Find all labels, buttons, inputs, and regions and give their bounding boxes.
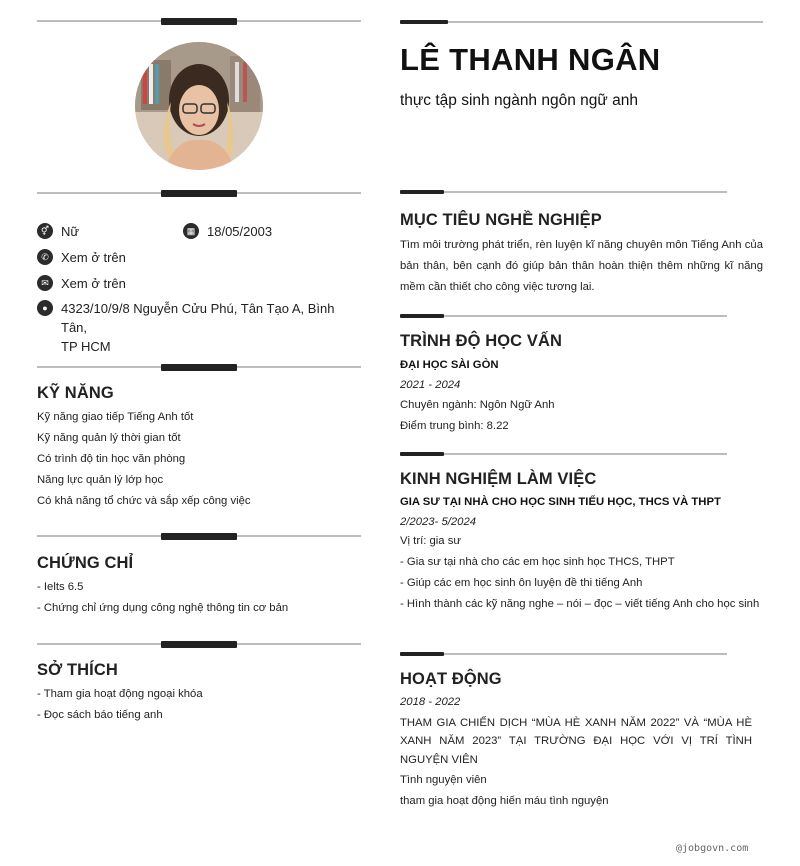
certificates-list <box>37 577 288 619</box>
gender-value: Nữ <box>61 224 80 239</box>
job-period: 2/2023- 5/2024 <box>400 515 477 528</box>
education-gpa: Điểm trung bình: 8.22 <box>400 419 509 432</box>
phone-value: Xem ở trên <box>61 250 126 265</box>
divider <box>37 364 361 371</box>
job-position: Vị trí: gia sư <box>400 535 461 547</box>
divider <box>400 314 727 321</box>
list-item: - Đọc sách báo tiếng anh <box>37 709 163 721</box>
activities-text: THAM GIA CHIẾN DỊCH “MÙA HÈ XANH NĂM 2022” VÀ “MÙA HÈ XANH NĂM 2023” TẠI TRƯỜNG ĐẠI HỌC VỚI VỊ TRÍ TÌNH NGUYỆN VIÊN <box>400 716 752 766</box>
divider <box>37 641 361 648</box>
gender-row <box>37 222 79 241</box>
divider <box>400 190 727 197</box>
education-title: TRÌNH ĐỘ HỌC VẤN <box>400 332 563 350</box>
certificates-title: CHỨNG CHỈ <box>37 554 134 572</box>
list-item: - Gia sư tại nhà cho các em học sinh học THCS, THPT <box>400 555 675 568</box>
hobbies-title: SỞ THÍCH <box>37 661 118 679</box>
list-item: Kỹ năng giao tiếp Tiếng Anh tốt <box>37 411 194 423</box>
activities-role: Tình nguyện viên <box>400 774 487 786</box>
objective-title: MỤC TIÊU NGHỀ NGHIỆP <box>400 211 602 229</box>
job-title: GIA SƯ TẠI NHÀ CHO HỌC SINH TIỂU HỌC, THCS VÀ THPT <box>400 496 721 508</box>
activities-desc: tham gia hoạt động hiến máu tình nguyện <box>400 794 609 807</box>
list-item: - Chứng chỉ ứng dụng công nghệ thông tin cơ bản <box>37 602 289 614</box>
divider <box>37 18 361 25</box>
education-major: Chuyên ngành: Ngôn Ngữ Anh <box>400 399 555 411</box>
skills-title: KỸ NĂNG <box>37 384 114 402</box>
skills-list <box>37 407 251 512</box>
watermark: @jobgovn.com <box>676 843 749 854</box>
school-name: ĐẠI HỌC SÀI GÒN <box>400 359 499 371</box>
education-block <box>400 356 763 436</box>
dob-row <box>183 222 272 241</box>
experience-block <box>400 493 763 615</box>
list-item: - Tham gia hoạt động ngoại khóa <box>37 688 203 700</box>
list-item: - Hình thành các kỹ năng nghe – nói – đọc – viết tiếng Anh cho học sinh <box>400 597 760 610</box>
divider <box>400 20 763 27</box>
list-item: Có khả năng tổ chức và sắp xếp công việc <box>37 495 251 507</box>
dob-value: 18/05/2003 <box>207 224 273 239</box>
divider <box>400 452 727 459</box>
candidate-role: thực tập sinh ngành ngôn ngữ anh <box>400 92 638 109</box>
avatar <box>135 42 263 170</box>
address-row <box>37 299 361 356</box>
list-item: - Ielts 6.5 <box>37 581 84 593</box>
list-item: Có trình độ tin học văn phòng <box>37 453 186 465</box>
divider <box>37 190 361 197</box>
gender-icon: ⚥ <box>37 223 53 239</box>
activities-block <box>400 693 752 810</box>
phone-icon: ✆ <box>37 249 53 265</box>
phone-row <box>37 248 126 267</box>
list-item: - Giúp các em học sinh ôn luyện đề thi tiếng Anh <box>400 576 643 589</box>
email-value: Xem ở trên <box>61 276 126 291</box>
list-item: Năng lực quản lý lớp học <box>37 474 164 486</box>
email-icon: ✉ <box>37 275 53 291</box>
hobbies-list <box>37 684 203 726</box>
education-period: 2021 - 2024 <box>400 378 461 391</box>
candidate-name: LÊ THANH NGÂN <box>400 42 661 77</box>
divider <box>400 652 727 659</box>
email-row <box>37 274 126 293</box>
activities-title: HOẠT ĐỘNG <box>400 670 502 688</box>
calendar-icon: ▦ <box>183 223 199 239</box>
address-value: 4323/10/9/8 Nguyễn Cửu Phú, Tân Tạo A, Bình Tân, TP HCM <box>61 301 335 354</box>
experience-title: KINH NGHIỆM LÀM VIỆC <box>400 470 597 488</box>
divider <box>37 533 361 540</box>
list-item: Kỹ năng quản lý thời gian tốt <box>37 432 181 444</box>
location-pin-icon: ● <box>37 300 53 316</box>
activities-period: 2018 - 2022 <box>400 696 461 708</box>
objective-text: Tìm môi trường phát triển, rèn luyện kĩ năng chuyên môn Tiếng Anh của bản thân, bên cạnh đó giúp bản thân hoàn thiện thêm những kĩ năng mềm cần thiết cho công việc tương lai. <box>400 239 763 293</box>
